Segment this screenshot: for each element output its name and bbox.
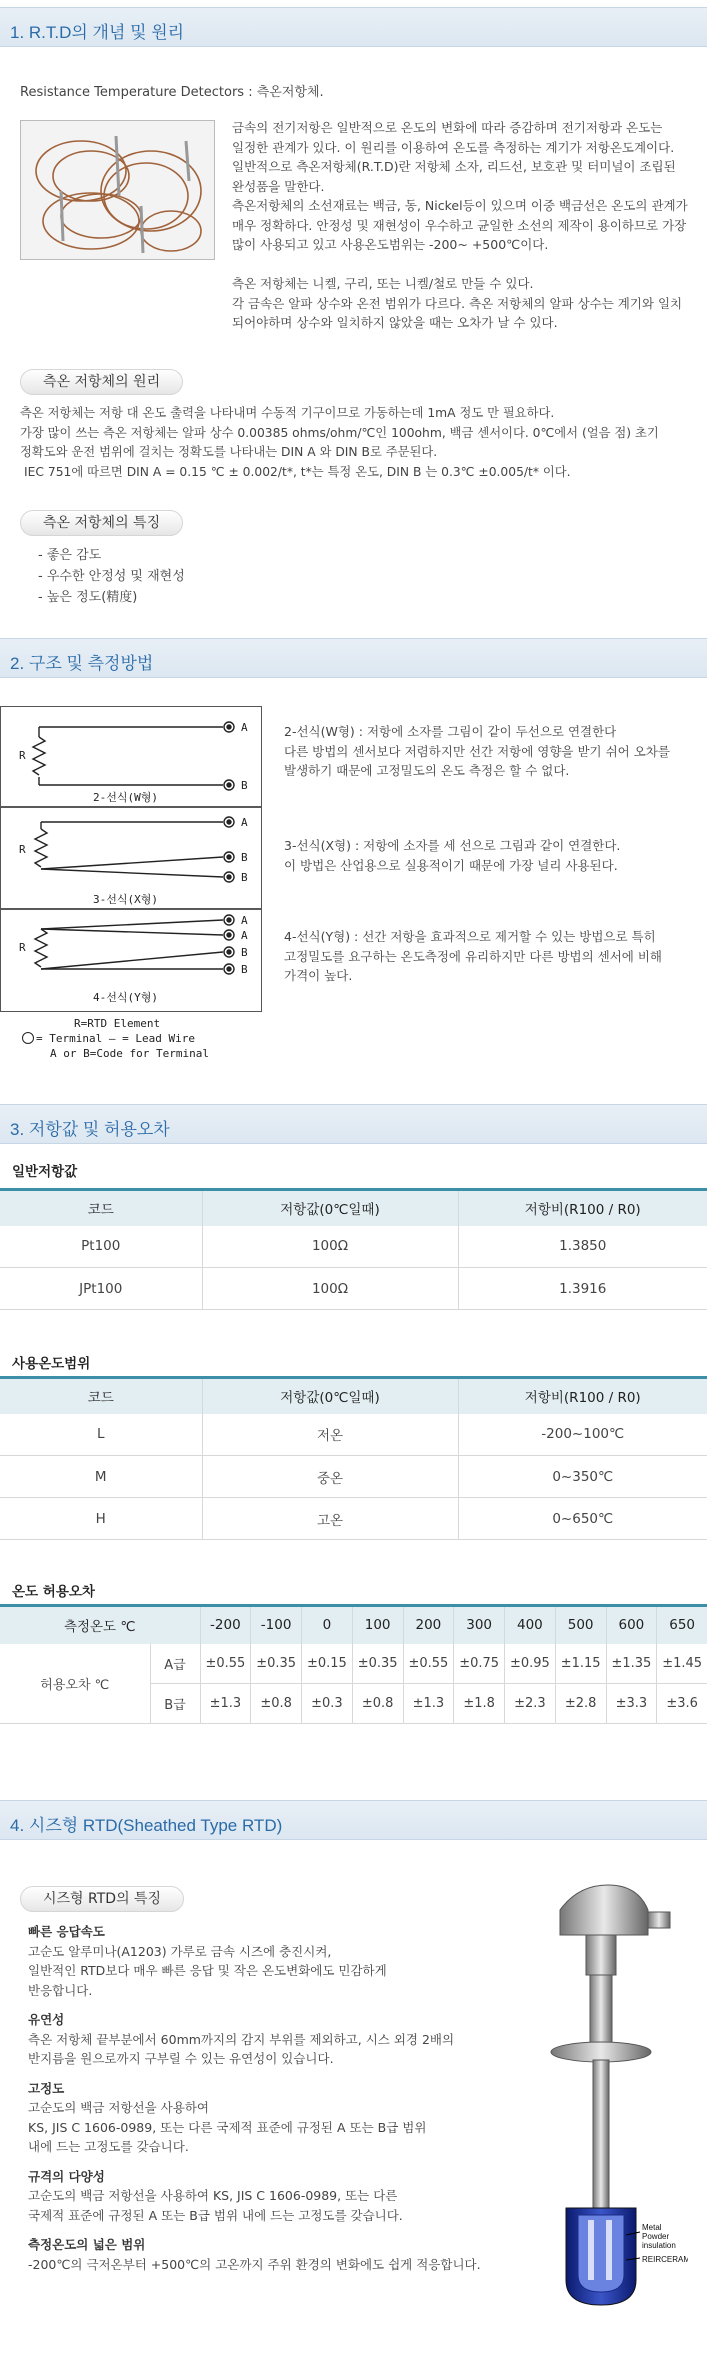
resistance-table: 코드 저항값(0℃일때) 저항비(R100 / R0) Pt100 100Ω 1.3850 JPt100 100Ω 1.3916 <box>0 1188 707 1310</box>
reirceram-label: REIRCERAM <box>642 2255 688 2264</box>
three-wire-label: 3-선식(X형) <box>93 893 158 906</box>
table-row: JPt100 100Ω 1.3916 <box>0 1268 707 1310</box>
three-wire-desc: 3-선식(X형) : 저항에 소자를 세 선으로 그림과 같이 연결한다. 이 방법은 산업용으로 실용적이기 때문에 가장 널리 사용된다. <box>284 838 621 873</box>
section2-header <box>0 638 707 678</box>
table-row: Pt100 100Ω 1.3850 <box>0 1226 707 1268</box>
svg-text:R: R <box>19 843 26 856</box>
svg-text:R: R <box>19 941 26 954</box>
section3-header <box>0 1104 707 1144</box>
intro-paragraph: 금속의 전기저항은 일반적으로 온도의 변화에 따라 증감하며 전기저항과 온도는 일정한 관계가 있다. 이 원리를 이용하여 온도를 측정하는 계기가 저항온도계이다. 일반적으로 측온저항체(R.T.D)란 저항체 소자, 리드선, 보호관 및 터미널이 조립된 완성품을 말한다. 측온저항체의 소선재료는 백금, 동, Nickel등이 있으며 이중 백금선은 온도의 관계가 매우 정확하다. 안정성 및 재현성이 우수하고 균일한 소선의 제작이 용이하므로 가장 많이 사용되고 있고 사용온도범위는 -200~ +500℃이다. 측온 저항체는 니켈, 구리, 또는 니켈/철로 만들 수 있다. 각 금속은 알파 상수와 온전 범위가 다르다. 측온 저항체의 알파 상수는 계기와 일치 되어야하며 상수와 일치하지 않았을 때는 오차가 날 수 있다. <box>232 120 688 330</box>
two-wire-label: 2-선식(W형) <box>93 791 158 804</box>
diagram-legend: R=RTD Element = Terminal — = Lead Wire A or B=Code for Terminal <box>22 1016 209 1061</box>
section1-title: 1. R.T.D의 개념 및 원리 <box>10 23 185 42</box>
svg-text:A: A <box>241 816 248 829</box>
svg-text:B: B <box>241 963 248 976</box>
terminal-a-label: A <box>241 721 248 734</box>
table-row: M 중온 0~350℃ <box>0 1456 707 1498</box>
four-wire-label: 4-선식(Y형) <box>93 991 158 1004</box>
section1-header <box>0 7 707 47</box>
sheath-feature-list: 빠른 응답속도 고순도 알루미나(A1203) 가루로 금속 시즈에 충진시켜, 일반적인 RTD보다 매우 빠른 응답 및 작은 온도변화에도 민감하게 반응합니다. 유연성 측온 저항체 끝부분에서 60mm까지의 감지 부위를 제외하고, 시스 외경 2배의 반지름을 원으로까지 구부릴 수 있는 유연성이 있습니다. 고정도 고순도의 백금 저항선을 사용하여 KS, JIS C 1606-0989, 또는 다른 국제적 표준에 규정된 A 또는 B급 범위 내에 드는 고정도를 갖습니다. 규격의 다양성 고순도의 백금 저항선을 사용하여 KS, JIS C 1606-0989, 또는 다른 국제적 표준에 규정된 A 또는 B급 범위 내에 드는 고정도를 갖습니다. 측정온도의 넓은 범위 -200℃의 극저온부터 +500℃의 고온까지 주위 환경의 변화에도 쉽게 적응합니다. <box>28 1924 481 2272</box>
temp-range-table: 코드 저항값(0℃일때) 저항비(R100 / R0) L 저온 -200~100℃ M 중온 0~350℃ H 고온 0~650℃ <box>0 1376 707 1540</box>
sheath-feature-pill: 시즈형 RTD의 특징 <box>20 1886 184 1912</box>
tolerance-table: 측정온도 ℃ -200 -100 0 100 200 300 400 500 600 650 허용오차 ℃ A급 ±0.55 ±0.35 ±0.15 ±0.35 ±0.55 ±0.75 ±0.95 ±1.15 ±1.35 ±1.45 B급 ±1.3 ±0.8 ±0.3 ±0.8 ±1.3 ±1.8 ±2.3 ±2.8 ±3.3 ±3.6 <box>0 1604 707 1724</box>
wiring-diagram <box>0 706 262 1012</box>
t3-title: 온도 허용오차 <box>12 1584 95 1600</box>
powder-label: Powder <box>642 2232 670 2241</box>
four-wire-desc: 4-선식(Y형) : 선간 저항을 효과적으로 제거할 수 있는 방법으로 특히 고정밀도를 요구하는 온도측정에 유리하지만 다른 방법의 센서에 비해 가격이 높다. <box>284 929 662 983</box>
terminal-icon <box>22 1032 34 1044</box>
table-row: L 저온 -200~100℃ <box>0 1414 707 1456</box>
sheathed-rtd-image <box>538 1880 688 2320</box>
svg-text:B: B <box>241 851 248 864</box>
principle-paragraph: 측온 저항체는 저항 대 온도 출력을 나타내며 수동적 기구이므로 가동하는데 1mA 정도 만 필요하다. 가장 많이 쓰는 측온 저항체는 알파 상수 0.00385 ohms/ohm/℃인 100ohm, 백금 센서이다. 0℃에서 (얼음 점) 초기 정확도와 운전 범위에 걸치는 정확도를 나타내는 DIN A 와 DIN B로 주문된다. IEC 751에 따르면 DIN A = 0.15 ℃ ± 0.002/t*, t*는 특정 온도, DIN B 는 0.3℃ ±0.005/t* 이다. <box>20 406 659 479</box>
feature-list <box>38 545 185 608</box>
section4-header <box>0 1800 707 1840</box>
svg-text:A: A <box>241 914 248 927</box>
table-row: H 고온 0~650℃ <box>0 1498 707 1540</box>
table-row: B급 ±1.3 ±0.8 ±0.3 ±0.8 ±1.3 ±1.8 ±2.3 ±2.8 ±3.3 ±3.6 <box>0 1684 707 1724</box>
r-label: R <box>19 749 26 762</box>
rtd-product-image <box>20 120 215 260</box>
terminal-b-label: B <box>241 779 248 792</box>
list-item: - 우수한 안정성 및 재현성 <box>38 569 185 584</box>
svg-text:B: B <box>241 946 248 959</box>
two-wire-desc: 2-선식(W형) : 저항에 소자를 그림이 같이 두선으로 연결한다 다른 방법의 센서보다 저렴하지만 선간 저항에 영향을 받기 쉬어 오차를 발생하기 때문에 고정밀도의 온도 측정은 할 수 없다. <box>284 724 670 778</box>
section3-title: 3. 저항값 및 허용오차 <box>10 1120 170 1139</box>
principle-pill: 측온 저항체의 원리 <box>20 369 183 395</box>
svg-text:A: A <box>241 929 248 942</box>
section1-subtitle: Resistance Temperature Detectors : 측온저항체. <box>20 85 324 100</box>
svg-text:B: B <box>241 871 248 884</box>
list-item: - 높은 정도(精度) <box>38 590 138 605</box>
section4-title: 4. 시즈형 RTD(Sheathed Type RTD) <box>10 1816 283 1835</box>
section2-title: 2. 구조 및 측정방법 <box>10 654 154 673</box>
t1-title: 일반저항값 <box>12 1164 78 1180</box>
feature-pill: 측온 저항체의 특징 <box>20 510 183 536</box>
table-row: 허용오차 ℃ A급 ±0.55 ±0.35 ±0.15 ±0.35 ±0.55 ±0.75 ±0.95 ±1.15 ±1.35 ±1.45 <box>0 1644 707 1684</box>
t2-title: 사용온도범위 <box>12 1356 91 1372</box>
list-item: - 좋은 감도 <box>38 548 102 563</box>
metal-label: Metal <box>642 2223 662 2232</box>
insulation-label: insulation <box>642 2241 676 2250</box>
